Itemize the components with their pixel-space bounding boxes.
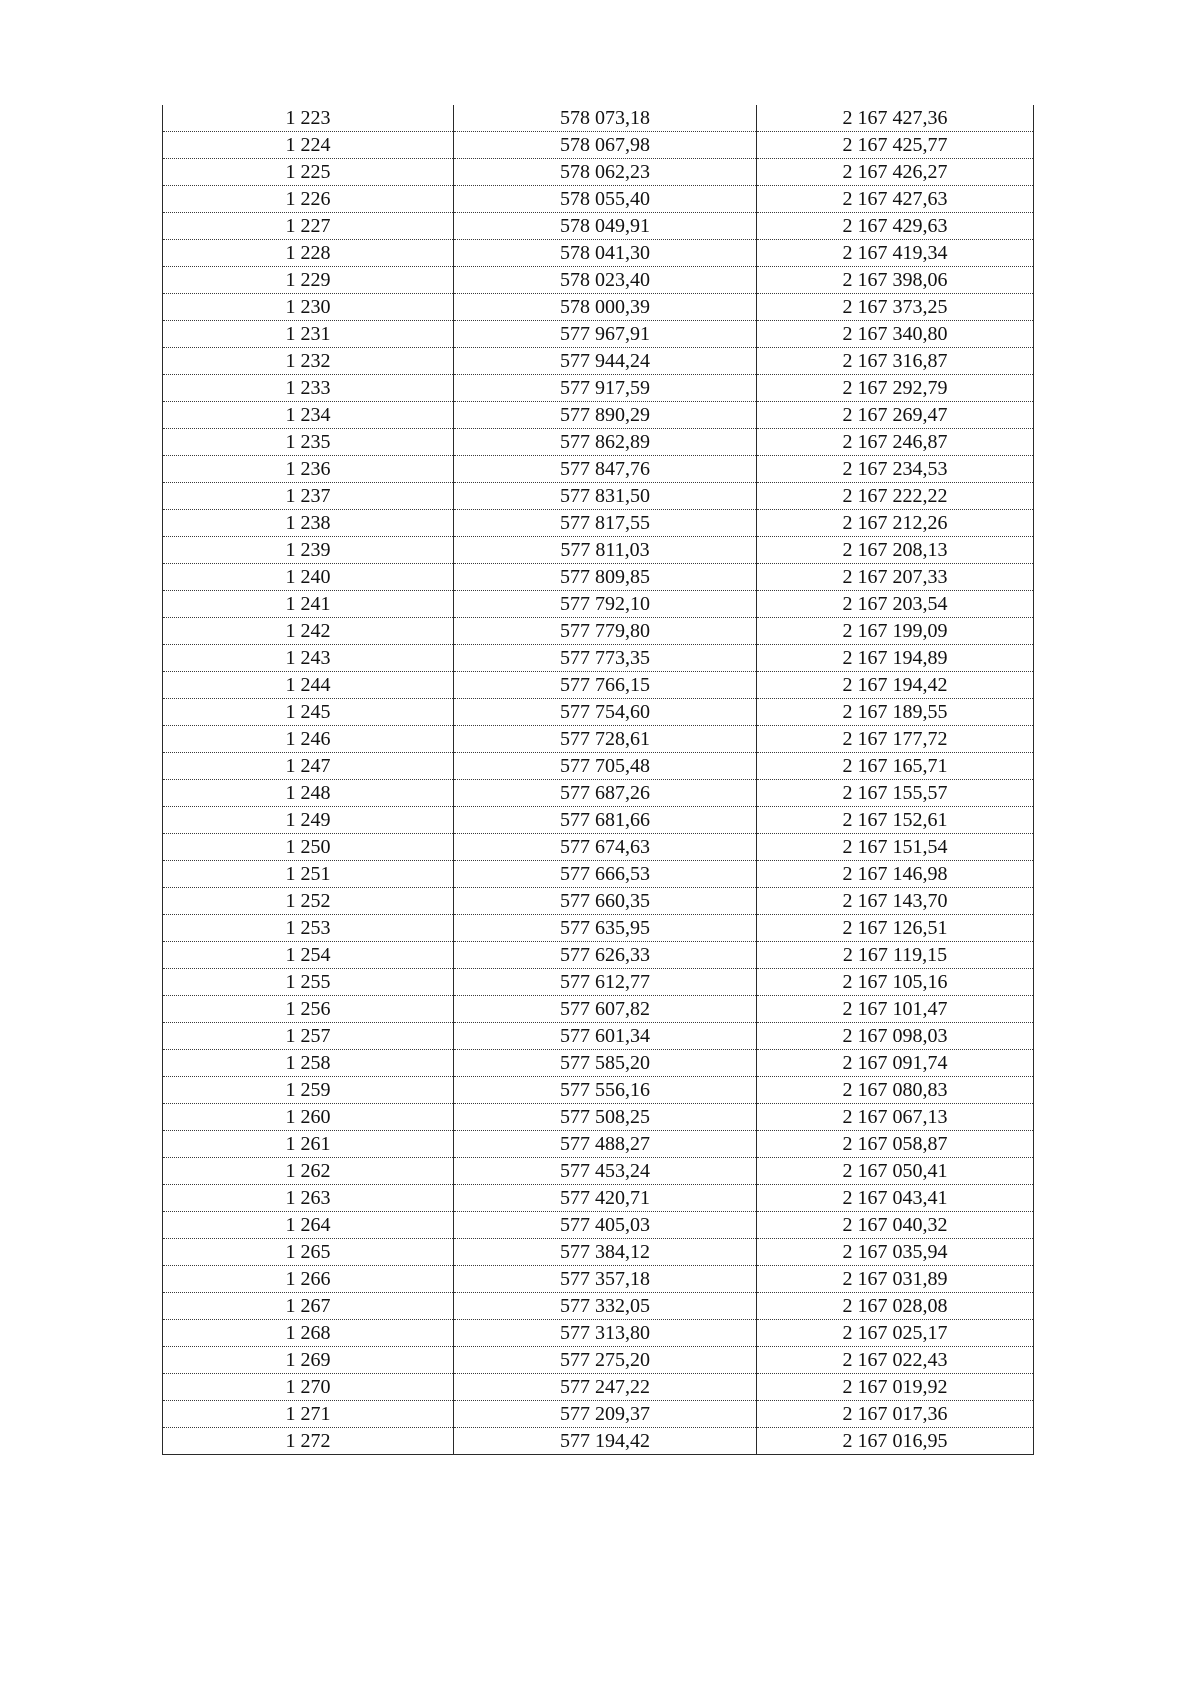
point-number-cell: 1 251 — [163, 861, 454, 888]
table-row — [163, 1104, 1034, 1131]
x-coordinate-cell: 577 809,85 — [454, 564, 757, 591]
y-coordinate-cell: 2 167 234,53 — [757, 456, 1034, 483]
x-coordinate-cell: 577 847,76 — [454, 456, 757, 483]
y-coordinate-cell: 2 167 091,74 — [757, 1050, 1034, 1077]
table-row — [163, 996, 1034, 1023]
point-number-cell: 1 247 — [163, 753, 454, 780]
x-coordinate-cell: 577 275,20 — [454, 1347, 757, 1374]
point-number-cell: 1 248 — [163, 780, 454, 807]
y-coordinate-cell: 2 167 119,15 — [757, 942, 1034, 969]
point-number-cell: 1 238 — [163, 510, 454, 537]
point-number-cell: 1 242 — [163, 618, 454, 645]
x-coordinate-cell: 577 766,15 — [454, 672, 757, 699]
table-row — [163, 861, 1034, 888]
point-number-cell: 1 224 — [163, 132, 454, 159]
point-number-cell: 1 252 — [163, 888, 454, 915]
table-row — [163, 915, 1034, 942]
point-number-cell: 1 264 — [163, 1212, 454, 1239]
point-number-cell: 1 262 — [163, 1158, 454, 1185]
x-coordinate-cell: 577 626,33 — [454, 942, 757, 969]
point-number-cell: 1 225 — [163, 159, 454, 186]
table-row — [163, 375, 1034, 402]
point-number-cell: 1 256 — [163, 996, 454, 1023]
y-coordinate-cell: 2 167 019,92 — [757, 1374, 1034, 1401]
x-coordinate-cell: 577 831,50 — [454, 483, 757, 510]
x-coordinate-cell: 578 041,30 — [454, 240, 757, 267]
table-row — [163, 1347, 1034, 1374]
point-number-cell: 1 259 — [163, 1077, 454, 1104]
point-number-cell: 1 228 — [163, 240, 454, 267]
point-number-cell: 1 263 — [163, 1185, 454, 1212]
y-coordinate-cell: 2 167 427,63 — [757, 186, 1034, 213]
point-number-cell: 1 232 — [163, 348, 454, 375]
table-row — [163, 105, 1034, 132]
point-number-cell: 1 230 — [163, 294, 454, 321]
table-row — [163, 132, 1034, 159]
table-row — [163, 1023, 1034, 1050]
table-row — [163, 213, 1034, 240]
point-number-cell: 1 267 — [163, 1293, 454, 1320]
y-coordinate-cell: 2 167 017,36 — [757, 1401, 1034, 1428]
y-coordinate-cell: 2 167 105,16 — [757, 969, 1034, 996]
table-row — [163, 456, 1034, 483]
point-number-cell: 1 234 — [163, 402, 454, 429]
x-coordinate-cell: 577 967,91 — [454, 321, 757, 348]
x-coordinate-cell: 577 420,71 — [454, 1185, 757, 1212]
table-row — [163, 672, 1034, 699]
table-row — [163, 1158, 1034, 1185]
y-coordinate-cell: 2 167 398,06 — [757, 267, 1034, 294]
table-row — [163, 1239, 1034, 1266]
y-coordinate-cell: 2 167 025,17 — [757, 1320, 1034, 1347]
table-row — [163, 1077, 1034, 1104]
x-coordinate-cell: 577 585,20 — [454, 1050, 757, 1077]
point-number-cell: 1 272 — [163, 1428, 454, 1455]
x-coordinate-cell: 577 779,80 — [454, 618, 757, 645]
y-coordinate-cell: 2 167 177,72 — [757, 726, 1034, 753]
x-coordinate-cell: 577 811,03 — [454, 537, 757, 564]
x-coordinate-cell: 577 817,55 — [454, 510, 757, 537]
x-coordinate-cell: 577 384,12 — [454, 1239, 757, 1266]
y-coordinate-cell: 2 167 212,26 — [757, 510, 1034, 537]
point-number-cell: 1 233 — [163, 375, 454, 402]
y-coordinate-cell: 2 167 189,55 — [757, 699, 1034, 726]
y-coordinate-cell: 2 167 222,22 — [757, 483, 1034, 510]
y-coordinate-cell: 2 167 035,94 — [757, 1239, 1034, 1266]
x-coordinate-cell: 577 666,53 — [454, 861, 757, 888]
y-coordinate-cell: 2 167 155,57 — [757, 780, 1034, 807]
point-number-cell: 1 240 — [163, 564, 454, 591]
x-coordinate-cell: 578 055,40 — [454, 186, 757, 213]
x-coordinate-cell: 578 067,98 — [454, 132, 757, 159]
point-number-cell: 1 243 — [163, 645, 454, 672]
table-row — [163, 1428, 1034, 1455]
y-coordinate-cell: 2 167 080,83 — [757, 1077, 1034, 1104]
x-coordinate-cell: 577 194,42 — [454, 1428, 757, 1455]
x-coordinate-cell: 577 357,18 — [454, 1266, 757, 1293]
table-row — [163, 969, 1034, 996]
y-coordinate-cell: 2 167 316,87 — [757, 348, 1034, 375]
x-coordinate-cell: 578 073,18 — [454, 105, 757, 132]
y-coordinate-cell: 2 167 016,95 — [757, 1428, 1034, 1455]
y-coordinate-cell: 2 167 429,63 — [757, 213, 1034, 240]
table-row — [163, 159, 1034, 186]
table-row — [163, 807, 1034, 834]
x-coordinate-cell: 577 660,35 — [454, 888, 757, 915]
table-row — [163, 321, 1034, 348]
x-coordinate-cell: 577 705,48 — [454, 753, 757, 780]
point-number-cell: 1 245 — [163, 699, 454, 726]
x-coordinate-cell: 577 601,34 — [454, 1023, 757, 1050]
y-coordinate-cell: 2 167 203,54 — [757, 591, 1034, 618]
table-row — [163, 1401, 1034, 1428]
table-row — [163, 1293, 1034, 1320]
y-coordinate-cell: 2 167 098,03 — [757, 1023, 1034, 1050]
table-row — [163, 348, 1034, 375]
x-coordinate-cell: 577 607,82 — [454, 996, 757, 1023]
table-row — [163, 402, 1034, 429]
table-row — [163, 483, 1034, 510]
point-number-cell: 1 223 — [163, 105, 454, 132]
table-row — [163, 564, 1034, 591]
point-number-cell: 1 229 — [163, 267, 454, 294]
y-coordinate-cell: 2 167 207,33 — [757, 564, 1034, 591]
point-number-cell: 1 250 — [163, 834, 454, 861]
x-coordinate-cell: 577 635,95 — [454, 915, 757, 942]
table-row — [163, 186, 1034, 213]
x-coordinate-cell: 577 313,80 — [454, 1320, 757, 1347]
y-coordinate-cell: 2 167 067,13 — [757, 1104, 1034, 1131]
coordinates-table — [162, 105, 1034, 1455]
x-coordinate-cell: 577 247,22 — [454, 1374, 757, 1401]
point-number-cell: 1 244 — [163, 672, 454, 699]
x-coordinate-cell: 577 944,24 — [454, 348, 757, 375]
y-coordinate-cell: 2 167 146,98 — [757, 861, 1034, 888]
point-number-cell: 1 235 — [163, 429, 454, 456]
point-number-cell: 1 270 — [163, 1374, 454, 1401]
x-coordinate-cell: 577 209,37 — [454, 1401, 757, 1428]
y-coordinate-cell: 2 167 126,51 — [757, 915, 1034, 942]
y-coordinate-cell: 2 167 269,47 — [757, 402, 1034, 429]
table-row — [163, 618, 1034, 645]
y-coordinate-cell: 2 167 373,25 — [757, 294, 1034, 321]
point-number-cell: 1 271 — [163, 1401, 454, 1428]
y-coordinate-cell: 2 167 050,41 — [757, 1158, 1034, 1185]
y-coordinate-cell: 2 167 246,87 — [757, 429, 1034, 456]
x-coordinate-cell: 577 488,27 — [454, 1131, 757, 1158]
table-row — [163, 699, 1034, 726]
table-row — [163, 429, 1034, 456]
x-coordinate-cell: 577 612,77 — [454, 969, 757, 996]
x-coordinate-cell: 577 681,66 — [454, 807, 757, 834]
table-row — [163, 888, 1034, 915]
x-coordinate-cell: 577 862,89 — [454, 429, 757, 456]
y-coordinate-cell: 2 167 340,80 — [757, 321, 1034, 348]
x-coordinate-cell: 578 049,91 — [454, 213, 757, 240]
point-number-cell: 1 249 — [163, 807, 454, 834]
point-number-cell: 1 227 — [163, 213, 454, 240]
y-coordinate-cell: 2 167 425,77 — [757, 132, 1034, 159]
y-coordinate-cell: 2 167 208,13 — [757, 537, 1034, 564]
y-coordinate-cell: 2 167 426,27 — [757, 159, 1034, 186]
table-row — [163, 1374, 1034, 1401]
table-row — [163, 753, 1034, 780]
table-row — [163, 1320, 1034, 1347]
table-row — [163, 942, 1034, 969]
x-coordinate-cell: 577 792,10 — [454, 591, 757, 618]
point-number-cell: 1 261 — [163, 1131, 454, 1158]
point-number-cell: 1 239 — [163, 537, 454, 564]
point-number-cell: 1 268 — [163, 1320, 454, 1347]
point-number-cell: 1 241 — [163, 591, 454, 618]
table-row — [163, 510, 1034, 537]
y-coordinate-cell: 2 167 194,89 — [757, 645, 1034, 672]
y-coordinate-cell: 2 167 151,54 — [757, 834, 1034, 861]
table-row — [163, 240, 1034, 267]
x-coordinate-cell: 577 508,25 — [454, 1104, 757, 1131]
y-coordinate-cell: 2 167 031,89 — [757, 1266, 1034, 1293]
table-row — [163, 1212, 1034, 1239]
table-row — [163, 780, 1034, 807]
y-coordinate-cell: 2 167 028,08 — [757, 1293, 1034, 1320]
point-number-cell: 1 231 — [163, 321, 454, 348]
y-coordinate-cell: 2 167 194,42 — [757, 672, 1034, 699]
point-number-cell: 1 257 — [163, 1023, 454, 1050]
y-coordinate-cell: 2 167 058,87 — [757, 1131, 1034, 1158]
table-row — [163, 1185, 1034, 1212]
y-coordinate-cell: 2 167 101,47 — [757, 996, 1034, 1023]
y-coordinate-cell: 2 167 199,09 — [757, 618, 1034, 645]
x-coordinate-cell: 577 556,16 — [454, 1077, 757, 1104]
y-coordinate-cell: 2 167 040,32 — [757, 1212, 1034, 1239]
y-coordinate-cell: 2 167 143,70 — [757, 888, 1034, 915]
coordinates-table-body — [163, 105, 1034, 1455]
point-number-cell: 1 253 — [163, 915, 454, 942]
y-coordinate-cell: 2 167 419,34 — [757, 240, 1034, 267]
x-coordinate-cell: 577 890,29 — [454, 402, 757, 429]
table-row — [163, 726, 1034, 753]
point-number-cell: 1 254 — [163, 942, 454, 969]
table-row — [163, 1131, 1034, 1158]
table-row — [163, 591, 1034, 618]
point-number-cell: 1 260 — [163, 1104, 454, 1131]
point-number-cell: 1 226 — [163, 186, 454, 213]
point-number-cell: 1 266 — [163, 1266, 454, 1293]
x-coordinate-cell: 577 687,26 — [454, 780, 757, 807]
point-number-cell: 1 265 — [163, 1239, 454, 1266]
table-row — [163, 267, 1034, 294]
point-number-cell: 1 258 — [163, 1050, 454, 1077]
x-coordinate-cell: 577 917,59 — [454, 375, 757, 402]
table-row — [163, 294, 1034, 321]
x-coordinate-cell: 577 453,24 — [454, 1158, 757, 1185]
x-coordinate-cell: 577 728,61 — [454, 726, 757, 753]
x-coordinate-cell: 578 000,39 — [454, 294, 757, 321]
x-coordinate-cell: 578 062,23 — [454, 159, 757, 186]
point-number-cell: 1 236 — [163, 456, 454, 483]
point-number-cell: 1 246 — [163, 726, 454, 753]
y-coordinate-cell: 2 167 043,41 — [757, 1185, 1034, 1212]
y-coordinate-cell: 2 167 427,36 — [757, 105, 1034, 132]
table-row — [163, 537, 1034, 564]
point-number-cell: 1 237 — [163, 483, 454, 510]
x-coordinate-cell: 577 674,63 — [454, 834, 757, 861]
point-number-cell: 1 269 — [163, 1347, 454, 1374]
x-coordinate-cell: 577 773,35 — [454, 645, 757, 672]
y-coordinate-cell: 2 167 152,61 — [757, 807, 1034, 834]
x-coordinate-cell: 578 023,40 — [454, 267, 757, 294]
x-coordinate-cell: 577 405,03 — [454, 1212, 757, 1239]
table-row — [163, 645, 1034, 672]
y-coordinate-cell: 2 167 292,79 — [757, 375, 1034, 402]
y-coordinate-cell: 2 167 165,71 — [757, 753, 1034, 780]
table-row — [163, 1266, 1034, 1293]
x-coordinate-cell: 577 332,05 — [454, 1293, 757, 1320]
y-coordinate-cell: 2 167 022,43 — [757, 1347, 1034, 1374]
table-row — [163, 1050, 1034, 1077]
x-coordinate-cell: 577 754,60 — [454, 699, 757, 726]
point-number-cell: 1 255 — [163, 969, 454, 996]
table-row — [163, 834, 1034, 861]
